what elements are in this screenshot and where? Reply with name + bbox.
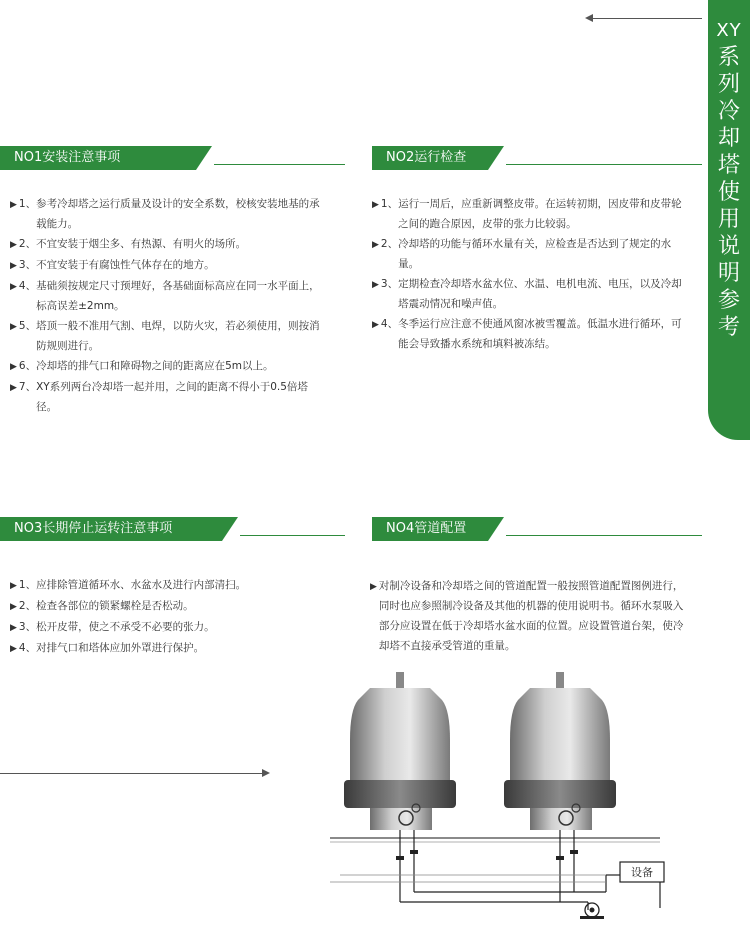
no4-list [370,576,690,656]
list-item [10,194,325,234]
item-text: 冷却塔的功能与循环水量有关，应检查是否达到了规定的水量。 [398,238,672,270]
bullet-triangle-icon: ▶ [10,581,17,591]
list-item [372,314,684,354]
bullet-triangle-icon: ▶ [10,383,17,393]
right-arrow-icon [262,769,270,777]
section-title: NO4管道配置 [372,517,488,541]
section-header-no1 [0,146,345,170]
item-text: 参考冷却塔之运行质量及设计的安全系数，校核安装地基的承载能力。 [36,198,320,230]
section-title: NO2运行检查 [372,146,488,170]
list-item [10,316,325,356]
valve-icon [396,850,578,860]
cooling-tower-left [344,672,456,830]
header-rule [240,535,345,536]
pump-icon [580,903,604,919]
side-title-char: 参 [717,288,740,313]
bullet-triangle-icon: ▶ [10,322,17,332]
item-text: 松开皮带，使之不承受不必要的张力。 [36,621,215,633]
item-number: 2、 [380,238,399,250]
bullet-triangle-icon: ▶ [10,261,17,271]
list-item [10,596,325,617]
bullet-triangle-icon: ▶ [372,280,379,290]
side-title-tab [708,0,750,440]
list-item [10,255,325,276]
item-text: 对制冷设备和冷却塔之间的管道配置一般按照管道配置图例进行，同时也应参照制冷设备及其他的机器的使用说明书。循环水泵吸入部分应设置在低于冷却塔水盆水面的位置。应设置管道台架，使冷却塔不直接承受管道的重量。 [378,580,684,652]
side-title-char: 列 [717,72,740,97]
side-title-char: 说 [717,234,740,259]
item-number: 2、 [18,600,37,612]
bullet-triangle-icon: ▶ [10,240,17,250]
item-number: 7、 [18,381,37,393]
item-number: 3、 [18,259,37,271]
no3-list [10,575,325,659]
bullet-triangle-icon: ▶ [10,282,17,292]
item-text: XY系列两台冷却塔一起并用，之间的距离不得小于0.5倍塔径。 [36,381,308,413]
item-text: 定期检查冷却塔水盆水位、水温、电机电流、电压，以及冷却塔震动情况和噪声值。 [398,278,682,310]
section-title: NO3长期停止运转注意事项 [0,517,222,541]
section-title: NO1安装注意事项 [0,146,196,170]
section-header-no2 [372,146,702,170]
item-number: 2、 [18,238,37,250]
bullet-triangle-icon: ▶ [10,644,17,654]
header-rule [506,164,702,165]
list-item [10,234,325,255]
list-item [372,274,684,314]
pipe-network [330,830,660,910]
list-item [372,234,684,274]
no2-list [372,194,684,354]
item-number: 1、 [18,198,37,210]
side-title-char: 考 [717,315,740,340]
bullet-triangle-icon: ▶ [372,200,379,210]
list-item [10,575,325,596]
list-item [10,356,325,377]
list-item [10,276,325,316]
item-number: 3、 [18,621,37,633]
bullet-triangle-icon: ▶ [10,623,17,633]
no1-list [10,194,325,417]
list-item [370,576,690,656]
item-number: 1、 [380,198,399,210]
item-number: 5、 [18,320,37,332]
equipment-box [620,862,664,882]
list-item [10,377,325,417]
item-number: 4、 [380,318,399,330]
item-number: 6、 [18,360,37,372]
side-title-char: 却 [717,126,740,151]
side-title-char: 塔 [717,153,740,178]
list-item [10,617,325,638]
item-text: 基础须按规定尺寸预埋好，各基础面标高应在同一水平面上，标高误差±2mm。 [36,280,320,312]
cooling-tower-right [504,672,616,830]
side-title-char: 冷 [717,99,740,124]
item-text: 应排除管道循环水、水盆水及进行内部清扫。 [36,579,247,591]
bullet-triangle-icon: ▶ [10,200,17,210]
item-text: 对排气口和塔体应加外罩进行保护。 [36,642,205,654]
section-header-no3 [0,517,345,541]
item-text: 不宜安装于烟尘多、有热源、有明火的场所。 [36,238,247,250]
item-text: 冬季运行应注意不使通风窗冰被雪覆盖。低温水进行循环，可能会导致播水系统和填料被冻结。 [398,318,682,350]
item-text: 冷却塔的排气口和障碍物之间的距离应在5m以上。 [36,360,274,372]
item-text: 检查各部位的锁紧螺栓是否松动。 [36,600,194,612]
list-item [10,638,325,659]
piping-diagram [330,670,700,920]
bullet-triangle-icon: ▶ [372,240,379,250]
equipment-label: 设备 [631,866,653,879]
item-text: 不宜安装于有腐蚀性气体存在的地方。 [36,259,215,271]
bullet-triangle-icon: ▶ [370,582,377,592]
item-text: 塔顶一般不准用气割、电焊，以防火灾，若必须使用，则按消防规则进行。 [36,320,320,352]
header-rule [214,164,345,165]
side-title-char: 系 [717,45,740,70]
bottom-arrow-line [0,773,262,774]
item-number: 3、 [380,278,399,290]
list-item [372,194,684,234]
top-arrow-line [590,18,702,19]
side-title-char: 用 [717,207,740,232]
item-text: 运行一周后，应重新调整皮带。在运转初期，因皮带和皮带轮之间的跑合原因，皮带的张力比较弱。 [398,198,682,230]
section-header-no4 [372,517,702,541]
item-number: 4、 [18,280,37,292]
header-rule [506,535,702,536]
bullet-triangle-icon: ▶ [372,320,379,330]
side-title-latin: XY [716,20,742,41]
item-number: 1、 [18,579,37,591]
left-arrow-icon [585,14,593,22]
side-title-char: 使 [717,180,740,205]
bullet-triangle-icon: ▶ [10,362,17,372]
item-number: 4、 [18,642,37,654]
side-title-char: 明 [717,261,740,286]
bullet-triangle-icon: ▶ [10,602,17,612]
